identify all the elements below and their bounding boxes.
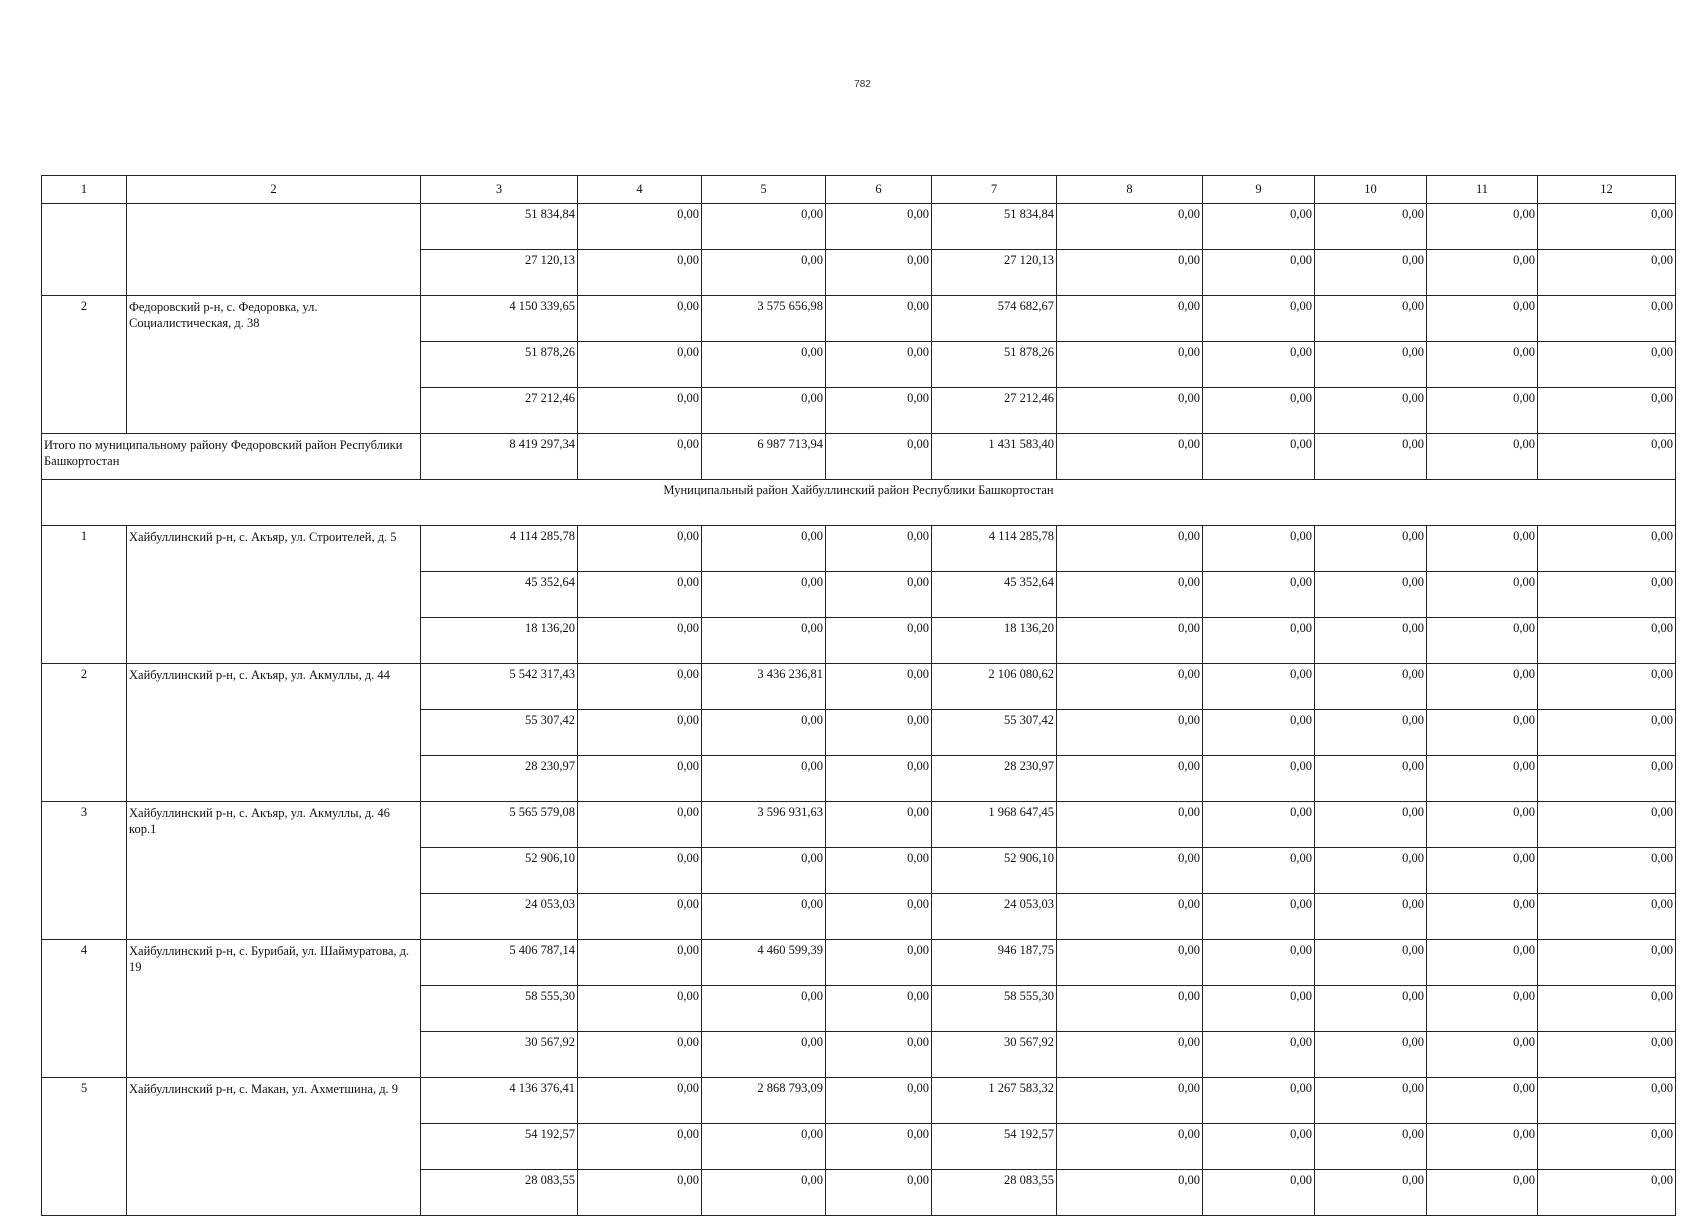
object-index: 4 — [42, 940, 127, 1078]
value-cell: 0,00 — [1203, 848, 1315, 894]
value-cell: 28 083,55 — [421, 1170, 578, 1216]
value-cell: 0,00 — [1427, 1170, 1538, 1216]
object-index: 5 — [42, 1078, 127, 1216]
value-cell: 0,00 — [1538, 1078, 1676, 1124]
value-cell: 0,00 — [1203, 986, 1315, 1032]
table-row — [42, 204, 1676, 250]
value-cell: 0,00 — [826, 664, 932, 710]
value-cell: 4 150 339,65 — [421, 296, 578, 342]
value-cell: 0,00 — [1427, 1032, 1538, 1078]
column-header: 2 — [127, 176, 421, 204]
value-cell: 27 212,46 — [421, 388, 578, 434]
value-cell: 0,00 — [826, 1170, 932, 1216]
table-row — [42, 664, 1676, 710]
value-cell: 0,00 — [578, 664, 702, 710]
total-value-cell: 0,00 — [1538, 434, 1676, 480]
column-header: 7 — [932, 176, 1057, 204]
value-cell: 0,00 — [578, 1032, 702, 1078]
value-cell: 574 682,67 — [932, 296, 1057, 342]
value-cell: 0,00 — [1315, 204, 1427, 250]
value-cell: 0,00 — [1203, 1124, 1315, 1170]
value-cell: 0,00 — [702, 618, 826, 664]
value-cell: 0,00 — [826, 204, 932, 250]
value-cell: 45 352,64 — [421, 572, 578, 618]
value-cell: 0,00 — [1203, 664, 1315, 710]
section-row — [42, 480, 1676, 526]
column-number-row — [42, 176, 1676, 204]
total-value-cell: 8 419 297,34 — [421, 434, 578, 480]
table-body — [42, 204, 1676, 1216]
object-address: Хайбуллинский р-н, с. Макан, ул. Ахметшина, д. 9 — [127, 1078, 421, 1216]
value-cell: 0,00 — [826, 848, 932, 894]
object-index: 2 — [42, 664, 127, 802]
value-cell: 0,00 — [1538, 664, 1676, 710]
value-cell: 0,00 — [826, 1124, 932, 1170]
value-cell: 0,00 — [1057, 710, 1203, 756]
total-value-cell: 0,00 — [578, 434, 702, 480]
value-cell: 0,00 — [1315, 526, 1427, 572]
object-address: Хайбуллинский р-н, с. Акъяр, ул. Акмуллы, д. 46 кор.1 — [127, 802, 421, 940]
value-cell: 0,00 — [1427, 342, 1538, 388]
value-cell: 18 136,20 — [421, 618, 578, 664]
column-header: 9 — [1203, 176, 1315, 204]
column-header: 12 — [1538, 176, 1676, 204]
value-cell: 0,00 — [578, 1170, 702, 1216]
value-cell: 4 114 285,78 — [932, 526, 1057, 572]
value-cell: 0,00 — [1538, 572, 1676, 618]
value-cell: 0,00 — [1203, 940, 1315, 986]
value-cell: 3 596 931,63 — [702, 802, 826, 848]
value-cell: 0,00 — [826, 986, 932, 1032]
value-cell: 0,00 — [1538, 1170, 1676, 1216]
value-cell: 0,00 — [1203, 618, 1315, 664]
total-value-cell: 0,00 — [1315, 434, 1427, 480]
value-cell: 0,00 — [1203, 802, 1315, 848]
value-cell: 0,00 — [826, 1078, 932, 1124]
value-cell: 28 230,97 — [421, 756, 578, 802]
section-title: Муниципальный район Хайбуллинский район Республики Башкортостан — [42, 480, 1676, 526]
value-cell: 0,00 — [1315, 618, 1427, 664]
value-cell: 0,00 — [1057, 1078, 1203, 1124]
value-cell: 0,00 — [1315, 986, 1427, 1032]
value-cell: 0,00 — [1538, 940, 1676, 986]
value-cell: 0,00 — [578, 618, 702, 664]
value-cell: 0,00 — [1427, 710, 1538, 756]
value-cell: 0,00 — [1203, 1078, 1315, 1124]
value-cell: 0,00 — [1057, 250, 1203, 296]
value-cell: 0,00 — [1203, 250, 1315, 296]
value-cell: 52 906,10 — [421, 848, 578, 894]
value-cell: 0,00 — [1538, 710, 1676, 756]
value-cell: 0,00 — [1538, 986, 1676, 1032]
value-cell: 0,00 — [826, 250, 932, 296]
value-cell: 1 968 647,45 — [932, 802, 1057, 848]
object-index: 2 — [42, 296, 127, 434]
value-cell: 0,00 — [1315, 388, 1427, 434]
value-cell: 0,00 — [1057, 664, 1203, 710]
column-header: 5 — [702, 176, 826, 204]
value-cell: 0,00 — [1427, 526, 1538, 572]
total-label: Итого по муниципальному району Федоровский район Республики Башкортостан — [42, 434, 421, 480]
value-cell: 3 575 656,98 — [702, 296, 826, 342]
object-address: Хайбуллинский р-н, с. Бурибай, ул. Шаймуратова, д. 19 — [127, 940, 421, 1078]
value-cell: 0,00 — [578, 388, 702, 434]
value-cell: 0,00 — [1315, 250, 1427, 296]
value-cell: 0,00 — [1538, 1124, 1676, 1170]
value-cell: 0,00 — [702, 204, 826, 250]
value-cell: 0,00 — [1427, 296, 1538, 342]
value-cell: 0,00 — [1057, 940, 1203, 986]
value-cell: 0,00 — [702, 1124, 826, 1170]
value-cell: 0,00 — [1538, 296, 1676, 342]
value-cell: 0,00 — [1315, 710, 1427, 756]
value-cell: 0,00 — [578, 710, 702, 756]
value-cell: 0,00 — [1427, 986, 1538, 1032]
value-cell: 51 878,26 — [421, 342, 578, 388]
value-cell: 5 542 317,43 — [421, 664, 578, 710]
value-cell: 0,00 — [1203, 756, 1315, 802]
value-cell: 0,00 — [702, 1032, 826, 1078]
value-cell: 0,00 — [1057, 1170, 1203, 1216]
value-cell: 0,00 — [1057, 848, 1203, 894]
value-cell: 0,00 — [1427, 848, 1538, 894]
value-cell: 0,00 — [1315, 664, 1427, 710]
total-value-cell: 0,00 — [1427, 434, 1538, 480]
value-cell: 0,00 — [1057, 572, 1203, 618]
value-cell: 27 120,13 — [932, 250, 1057, 296]
object-index: 3 — [42, 802, 127, 940]
value-cell: 0,00 — [578, 848, 702, 894]
value-cell: 0,00 — [702, 710, 826, 756]
value-cell: 0,00 — [1315, 940, 1427, 986]
value-cell: 54 192,57 — [932, 1124, 1057, 1170]
value-cell: 0,00 — [702, 986, 826, 1032]
value-cell: 0,00 — [1315, 802, 1427, 848]
value-cell: 0,00 — [702, 756, 826, 802]
table-row — [42, 802, 1676, 848]
value-cell: 0,00 — [1057, 342, 1203, 388]
value-cell: 0,00 — [1315, 1170, 1427, 1216]
value-cell: 0,00 — [1538, 250, 1676, 296]
value-cell: 0,00 — [578, 940, 702, 986]
value-cell: 0,00 — [826, 388, 932, 434]
value-cell: 0,00 — [826, 1032, 932, 1078]
value-cell: 0,00 — [1315, 756, 1427, 802]
value-cell: 27 212,46 — [932, 388, 1057, 434]
value-cell: 0,00 — [826, 894, 932, 940]
value-cell: 5 565 579,08 — [421, 802, 578, 848]
value-cell: 0,00 — [578, 756, 702, 802]
value-cell: 0,00 — [1427, 388, 1538, 434]
value-cell: 51 834,84 — [932, 204, 1057, 250]
value-cell: 0,00 — [702, 1170, 826, 1216]
column-header: 3 — [421, 176, 578, 204]
value-cell: 52 906,10 — [932, 848, 1057, 894]
value-cell: 0,00 — [578, 986, 702, 1032]
value-cell: 0,00 — [1203, 894, 1315, 940]
page-number: 782 — [854, 79, 871, 90]
value-cell: 0,00 — [1203, 526, 1315, 572]
value-cell: 0,00 — [826, 618, 932, 664]
object-address: Хайбуллинский р-н, с. Акъяр, ул. Строителей, д. 5 — [127, 526, 421, 664]
value-cell: 3 436 236,81 — [702, 664, 826, 710]
value-cell: 0,00 — [826, 710, 932, 756]
total-row — [42, 434, 1676, 480]
value-cell: 0,00 — [578, 572, 702, 618]
value-cell: 0,00 — [1538, 1032, 1676, 1078]
column-header: 8 — [1057, 176, 1203, 204]
value-cell: 0,00 — [1057, 204, 1203, 250]
value-cell: 0,00 — [1315, 296, 1427, 342]
value-cell: 0,00 — [826, 802, 932, 848]
value-cell: 0,00 — [1427, 802, 1538, 848]
value-cell: 0,00 — [1057, 388, 1203, 434]
value-cell: 0,00 — [702, 848, 826, 894]
value-cell: 0,00 — [1538, 618, 1676, 664]
total-value-cell: 0,00 — [1057, 434, 1203, 480]
value-cell: 24 053,03 — [421, 894, 578, 940]
value-cell: 45 352,64 — [932, 572, 1057, 618]
value-cell: 0,00 — [826, 572, 932, 618]
value-cell: 946 187,75 — [932, 940, 1057, 986]
object-address: Федоровский р-н, с. Федоровка, ул. Социалистическая, д. 38 — [127, 296, 421, 434]
value-cell: 0,00 — [1538, 526, 1676, 572]
table-row — [42, 1078, 1676, 1124]
value-cell: 0,00 — [1203, 1170, 1315, 1216]
value-cell: 0,00 — [1057, 296, 1203, 342]
value-cell: 0,00 — [1427, 204, 1538, 250]
value-cell: 4 460 599,39 — [702, 940, 826, 986]
value-cell: 18 136,20 — [932, 618, 1057, 664]
total-value-cell: 1 431 583,40 — [932, 434, 1057, 480]
value-cell: 0,00 — [1203, 296, 1315, 342]
value-cell: 0,00 — [1203, 388, 1315, 434]
table-header — [42, 176, 1676, 204]
value-cell: 0,00 — [1203, 572, 1315, 618]
total-value-cell: 0,00 — [826, 434, 932, 480]
value-cell: 51 834,84 — [421, 204, 578, 250]
value-cell: 0,00 — [702, 250, 826, 296]
table-row — [42, 296, 1676, 342]
value-cell: 0,00 — [1427, 250, 1538, 296]
value-cell: 0,00 — [1057, 526, 1203, 572]
value-cell: 0,00 — [1057, 802, 1203, 848]
value-cell: 0,00 — [1538, 388, 1676, 434]
value-cell: 0,00 — [1315, 342, 1427, 388]
value-cell: 0,00 — [1203, 1032, 1315, 1078]
value-cell: 4 136 376,41 — [421, 1078, 578, 1124]
value-cell: 0,00 — [1538, 204, 1676, 250]
value-cell: 0,00 — [1057, 618, 1203, 664]
value-cell: 0,00 — [826, 526, 932, 572]
total-value-cell: 6 987 713,94 — [702, 434, 826, 480]
value-cell: 5 406 787,14 — [421, 940, 578, 986]
value-cell: 0,00 — [1427, 894, 1538, 940]
value-cell: 4 114 285,78 — [421, 526, 578, 572]
value-cell: 0,00 — [1315, 1032, 1427, 1078]
value-cell: 58 555,30 — [421, 986, 578, 1032]
table-row — [42, 940, 1676, 986]
value-cell: 0,00 — [702, 894, 826, 940]
object-address — [127, 204, 421, 296]
column-header: 6 — [826, 176, 932, 204]
object-address: Хайбуллинский р-н, с. Акъяр, ул. Акмуллы, д. 44 — [127, 664, 421, 802]
value-cell: 0,00 — [578, 1078, 702, 1124]
value-cell: 0,00 — [1538, 802, 1676, 848]
value-cell: 28 083,55 — [932, 1170, 1057, 1216]
value-cell: 0,00 — [702, 388, 826, 434]
value-cell: 0,00 — [1315, 894, 1427, 940]
value-cell: 0,00 — [1427, 940, 1538, 986]
value-cell: 0,00 — [1538, 894, 1676, 940]
data-table — [41, 175, 1676, 1216]
column-header: 11 — [1427, 176, 1538, 204]
value-cell: 0,00 — [578, 894, 702, 940]
column-header: 1 — [42, 176, 127, 204]
value-cell: 0,00 — [1203, 204, 1315, 250]
value-cell: 0,00 — [1538, 756, 1676, 802]
value-cell: 0,00 — [1315, 572, 1427, 618]
value-cell: 0,00 — [702, 342, 826, 388]
value-cell: 0,00 — [1057, 756, 1203, 802]
value-cell: 0,00 — [1427, 618, 1538, 664]
value-cell: 0,00 — [578, 1124, 702, 1170]
value-cell: 0,00 — [578, 296, 702, 342]
value-cell: 0,00 — [1427, 756, 1538, 802]
value-cell: 0,00 — [1427, 572, 1538, 618]
column-header: 10 — [1315, 176, 1427, 204]
value-cell: 0,00 — [578, 802, 702, 848]
value-cell: 0,00 — [1057, 894, 1203, 940]
value-cell: 0,00 — [1427, 1124, 1538, 1170]
value-cell: 2 868 793,09 — [702, 1078, 826, 1124]
value-cell: 0,00 — [1315, 1078, 1427, 1124]
value-cell: 0,00 — [1427, 1078, 1538, 1124]
value-cell: 0,00 — [1057, 986, 1203, 1032]
value-cell: 24 053,03 — [932, 894, 1057, 940]
object-index — [42, 204, 127, 296]
table-row — [42, 526, 1676, 572]
value-cell: 2 106 080,62 — [932, 664, 1057, 710]
value-cell: 0,00 — [578, 526, 702, 572]
value-cell: 0,00 — [826, 756, 932, 802]
value-cell: 55 307,42 — [932, 710, 1057, 756]
value-cell: 0,00 — [1057, 1032, 1203, 1078]
value-cell: 0,00 — [1057, 1124, 1203, 1170]
value-cell: 54 192,57 — [421, 1124, 578, 1170]
value-cell: 0,00 — [702, 572, 826, 618]
value-cell: 30 567,92 — [421, 1032, 578, 1078]
value-cell: 0,00 — [1203, 710, 1315, 756]
value-cell: 0,00 — [1315, 1124, 1427, 1170]
value-cell: 55 307,42 — [421, 710, 578, 756]
value-cell: 0,00 — [578, 342, 702, 388]
value-cell: 0,00 — [1538, 342, 1676, 388]
value-cell: 0,00 — [578, 250, 702, 296]
value-cell: 0,00 — [702, 526, 826, 572]
value-cell: 0,00 — [578, 204, 702, 250]
object-index: 1 — [42, 526, 127, 664]
column-header: 4 — [578, 176, 702, 204]
value-cell: 51 878,26 — [932, 342, 1057, 388]
total-value-cell: 0,00 — [1203, 434, 1315, 480]
value-cell: 27 120,13 — [421, 250, 578, 296]
value-cell: 0,00 — [1315, 848, 1427, 894]
value-cell: 58 555,30 — [932, 986, 1057, 1032]
value-cell: 0,00 — [1427, 664, 1538, 710]
value-cell: 30 567,92 — [932, 1032, 1057, 1078]
value-cell: 1 267 583,32 — [932, 1078, 1057, 1124]
value-cell: 0,00 — [826, 940, 932, 986]
value-cell: 0,00 — [826, 342, 932, 388]
value-cell: 28 230,97 — [932, 756, 1057, 802]
value-cell: 0,00 — [826, 296, 932, 342]
value-cell: 0,00 — [1203, 342, 1315, 388]
value-cell: 0,00 — [1538, 848, 1676, 894]
